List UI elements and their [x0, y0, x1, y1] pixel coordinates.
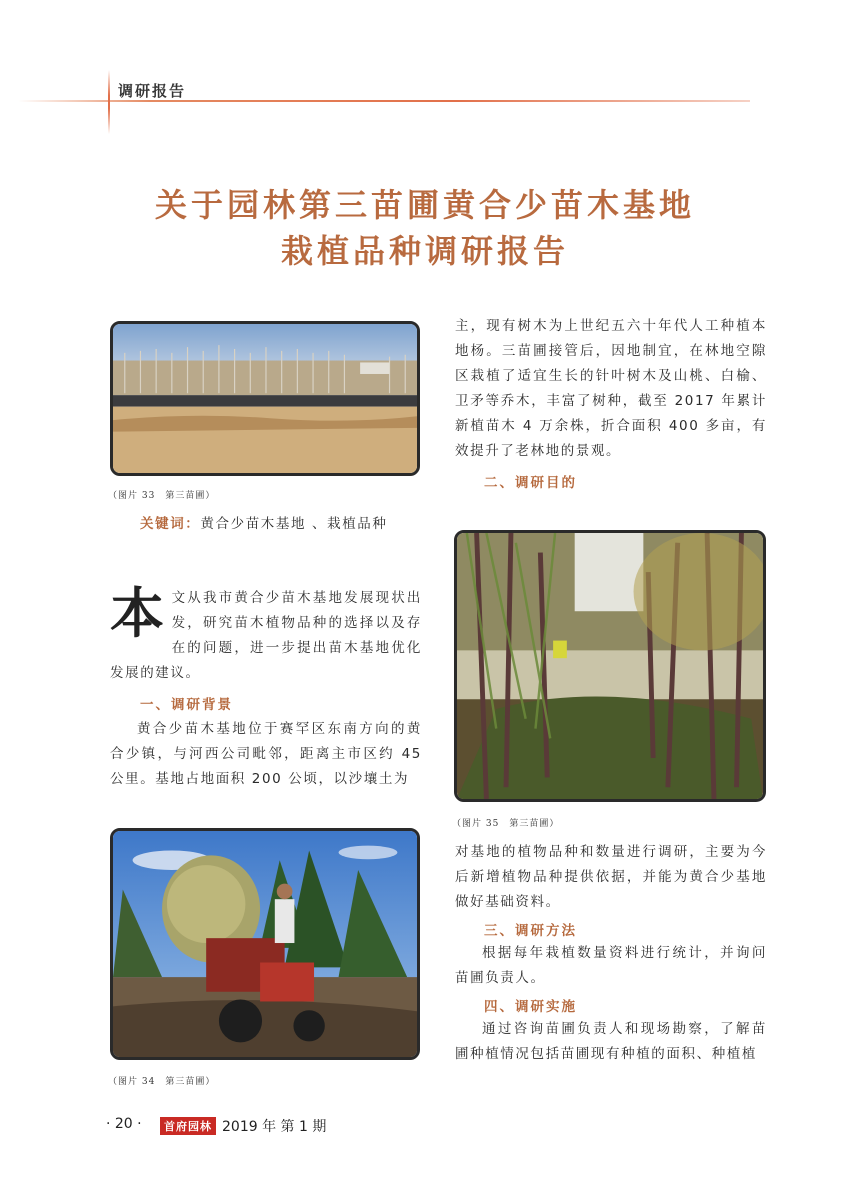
- section-heading-implementation: 四、调研实施: [484, 999, 577, 1015]
- photo-33: [110, 321, 420, 476]
- section-heading-purpose: 二、调研目的: [484, 475, 577, 491]
- journal-brand: 首府园林: [160, 1117, 216, 1135]
- issue-info: 2019 年 第 1 期: [222, 1119, 327, 1135]
- page-title-line-1: 关于园林第三苗圃黄合少苗木基地: [154, 186, 695, 224]
- section-background-text: 黄合少苗木基地位于赛罕区东南方向的黄合少镇，与河西公司毗邻，距离主市区约 45 公里。基地占地面积 200 公顷，以沙壤土为: [110, 721, 422, 787]
- section-implementation-text: 通过咨询苗圃负责人和现场勘察，了解苗圃种植情况包括苗圃现有种植的面积、种植植: [455, 1021, 767, 1062]
- section-label: 调研报告: [118, 82, 187, 100]
- section-background-continued: 主，现有树木为上世纪五六十年代人工种植本地杨。三苗圃接管后，因地制宜，在林地空隙区栽植了适宜生长的针叶树木及山桃、白榆、卫矛等乔木，丰富了树种，截至 2017 年累计新植苗木 4 万余株，折合面积 400 多亩，有效提升了老林地的景观。: [455, 318, 767, 459]
- section-method-text: 根据每年栽植数量资料进行统计，并询问苗圃负责人。: [455, 945, 767, 986]
- keywords: [140, 512, 430, 537]
- header-vertical-rule: [108, 70, 110, 134]
- photo-35-caption: （图片 35 第三苗圃）: [452, 819, 560, 829]
- photo-33-caption: （图片 33 第三苗圃）: [108, 491, 216, 501]
- intro-text: 文从我市黄合少苗木基地发展现状出发，研究苗木植物品种的选择以及存在的问题，进一步提出苗木基地优化发展的建议。: [110, 590, 422, 681]
- intro-paragraph: [110, 581, 422, 686]
- photo-34: [110, 828, 420, 1060]
- photo-35: [454, 530, 766, 802]
- drop-cap: 本: [110, 581, 166, 645]
- keywords-label: 关键词：: [140, 516, 201, 532]
- section-heading-method: 三、调研方法: [484, 923, 577, 939]
- section-heading-background: 一、调研背景: [140, 697, 233, 713]
- page-number: · 20 ·: [106, 1116, 142, 1132]
- section-purpose-text: 对基地的植物品种和数量进行调研，主要为今后新增植物品种提供依据，并能为黄合少基地做好基础资料。: [455, 844, 767, 910]
- keywords-value: 黄合少苗木基地 、栽植品种: [200, 516, 388, 532]
- page-title-line-2: 栽植品种调研报告: [280, 232, 569, 270]
- photo-34-caption: （图片 34 第三苗圃）: [108, 1077, 216, 1087]
